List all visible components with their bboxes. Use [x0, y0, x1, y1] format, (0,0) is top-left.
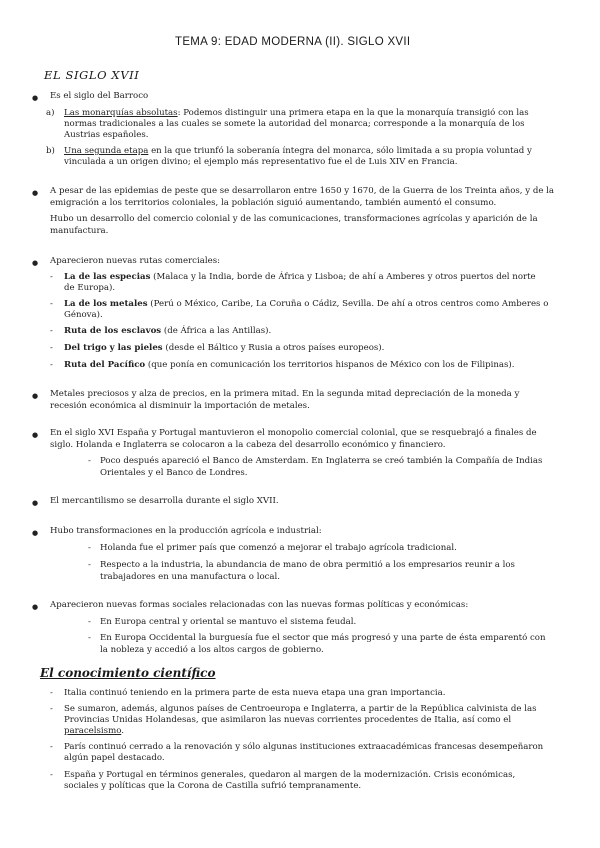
- list-marker-b: b): [46, 146, 55, 156]
- text-line: Provincias Unidas Holandesas, que asimilaron las nuevas corrientes procedentes de Italia, así como el: [64, 715, 512, 725]
- route-term: Del trigo y las pieles: [64, 343, 163, 353]
- text-line: París continuó cerrado a la renovación y sólo algunas instituciones extraacadémicas francesas desempeñaron: [64, 742, 544, 752]
- term-absolute-monarchies: Las monarquías absolutas: [64, 108, 178, 118]
- text-line: (de África a las Antillas).: [161, 326, 272, 336]
- dash-marker: -: [50, 688, 53, 698]
- text-line: (desde el Báltico y Rusia a otros países europeos).: [162, 343, 385, 353]
- route-wheat-furs: [64, 343, 384, 354]
- text-line: recesión económica al disminuir la importación de metales.: [50, 401, 310, 411]
- text-line: trabajadores en una manufactura o local.: [100, 572, 281, 582]
- paragraph-agri-intro: Hubo transformaciones en la producción agrícola e industrial:: [50, 526, 322, 536]
- bullet-icon: ●: [32, 529, 39, 537]
- text-line: en la que triunfó la soberanía íntegra del monarca, sólo limitada a su propia voluntad y: [148, 146, 532, 156]
- dash-marker: -: [88, 560, 91, 570]
- route-term: La de las especias: [64, 272, 151, 282]
- text-line: emigración a los territorios coloniales, la población siguió aumentando, también aumentó el consumo.: [50, 198, 497, 208]
- text-line: A pesar de las epidemias de peste que se desarrollaron entre 1650 y 1670, de la Guerra de los Treinta años, y de la: [50, 186, 555, 196]
- bullet-icon: ●: [32, 499, 39, 507]
- section-heading-scientific-knowledge: El conocimiento científico: [40, 666, 216, 680]
- text-line: Metales preciosos y alza de precios, en la primera mitad. En la segunda mitad depreciación de la moneda y: [50, 389, 520, 399]
- dash-marker: -: [50, 299, 53, 309]
- paragraph-routes-intro: Aparecieron nuevas rutas comerciales:: [50, 256, 221, 266]
- text-line: (que ponía en comunicación los territorios hispanos de México con los de Filipinas).: [145, 360, 515, 370]
- paragraph-baroque: Es el siglo del Barroco: [50, 91, 149, 101]
- bullet-icon: ●: [32, 603, 39, 611]
- section-heading-siglo-xvii: EL SIGLO XVII: [44, 68, 140, 82]
- text-line: Hubo un desarrollo del comercio colonial y de las comunicaciones, transformaciones agrícolas y aparición de la: [50, 214, 538, 224]
- text-line: sociales y políticas que la Corona de Castilla sufrió tempranamente.: [64, 781, 362, 791]
- page-title: TEMA 9: EDAD MODERNA (II). SIGLO XVII: [175, 36, 411, 48]
- dash-marker: -: [50, 742, 53, 752]
- dash-marker: -: [88, 456, 91, 466]
- route-spices: [64, 272, 536, 283]
- bullet-icon: ●: [32, 259, 39, 267]
- paragraph-mercantilism: El mercantilismo se desarrolla durante el siglo XVII.: [50, 496, 279, 506]
- route-term: La de los metales: [64, 299, 148, 309]
- term-second-stage: Una segunda etapa: [64, 146, 149, 156]
- dash-marker: -: [50, 326, 53, 336]
- list-marker-a: a): [46, 108, 55, 118]
- dash-marker: -: [50, 704, 53, 714]
- dash-marker: -: [50, 272, 53, 282]
- text-line: Orientales y el Banco de Londres.: [100, 468, 248, 478]
- text-line: Austrias españoles.: [64, 130, 149, 140]
- text-line: Poco después apareció el Banco de Amsterdam. En Inglaterra se creó también la Compañía de Indias: [100, 456, 543, 466]
- term-paracelsismo: paracelsismo: [64, 726, 122, 736]
- bullet-icon: ●: [32, 392, 39, 400]
- text-line: (Malaca y la India, borde de África y Lisboa; de ahí a Amberes y otros puertos del norte: [150, 272, 536, 282]
- text-line: En el siglo XVI España y Portugal mantuvieron el monopolio comercial colonial, que se resquebrajó a finales de: [50, 428, 537, 438]
- paragraph-social-intro: Aparecieron nuevas formas sociales relacionadas con las nuevas formas políticas y económicas:: [50, 600, 469, 610]
- bullet-icon: ●: [32, 189, 39, 197]
- paragraph-monarchy-a: [64, 108, 529, 119]
- text-line: Se sumaron, además, algunos países de Centroeuropa e Inglaterra, a partir de la República calvinista de las: [64, 704, 537, 714]
- route-slaves: [64, 326, 271, 337]
- text-line: Holanda fue el primer país que comenzó a mejorar el trabajo agrícola tradicional.: [100, 543, 457, 553]
- text-line: de Europa).: [64, 283, 116, 293]
- text-line: normas tradicionales a las cuales se somete la autoridad del monarca; corresponde a la monarquía de los: [64, 119, 525, 129]
- text-line: : Podemos distinguir una primera etapa en la que la monarquía transigió con las: [177, 108, 529, 118]
- text-line: Génova).: [64, 310, 103, 320]
- route-pacific: [64, 360, 514, 371]
- dash-marker: -: [50, 343, 53, 353]
- text-line: vinculada a un origen divino; el ejemplo más representativo fue el de Luis XIV en Francia.: [64, 157, 458, 167]
- route-term: Ruta del Pacífico: [64, 360, 146, 370]
- text-line: [64, 726, 124, 737]
- text-line: manufactura.: [50, 226, 109, 236]
- text-line: Italia continuó teniendo en la primera parte de esta nueva etapa una gran importancia.: [64, 688, 446, 698]
- text-line: En Europa Occidental la burguesía fue el sector que más progresó y una parte de ésta emparentó con: [100, 633, 546, 643]
- bullet-icon: ●: [32, 94, 39, 102]
- dash-marker: -: [50, 770, 53, 780]
- text-line: Respecto a la industria, la abundancia de mano de obra permitió a los empresarios reunir a los: [100, 560, 515, 570]
- text-line: la nobleza y accedió a los altos cargos de gobierno.: [100, 645, 324, 655]
- text-line: .: [121, 726, 124, 736]
- text-line: algún papel destacado.: [64, 753, 165, 763]
- dash-marker: -: [88, 633, 91, 643]
- route-metals: [64, 299, 548, 310]
- text-line: siglo. Holanda e Inglaterra se colocaron a la cabeza del desarrollo económico y financiero.: [50, 440, 446, 450]
- text-line: (Perú o México, Caribe, La Coruña o Cádiz, Sevilla. De ahí a otros centros como Amberes o: [147, 299, 549, 309]
- text-line: En Europa central y oriental se mantuvo el sistema feudal.: [100, 617, 357, 627]
- dash-marker: -: [50, 360, 53, 370]
- bullet-icon: ●: [32, 431, 39, 439]
- dash-marker: -: [88, 543, 91, 553]
- dash-marker: -: [88, 617, 91, 627]
- paragraph-monarchy-b: [64, 146, 532, 157]
- text-line: España y Portugal en términos generales, quedaron al margen de la modernización. Crisis económicas,: [64, 770, 516, 780]
- route-term: Ruta de los esclavos: [64, 326, 162, 336]
